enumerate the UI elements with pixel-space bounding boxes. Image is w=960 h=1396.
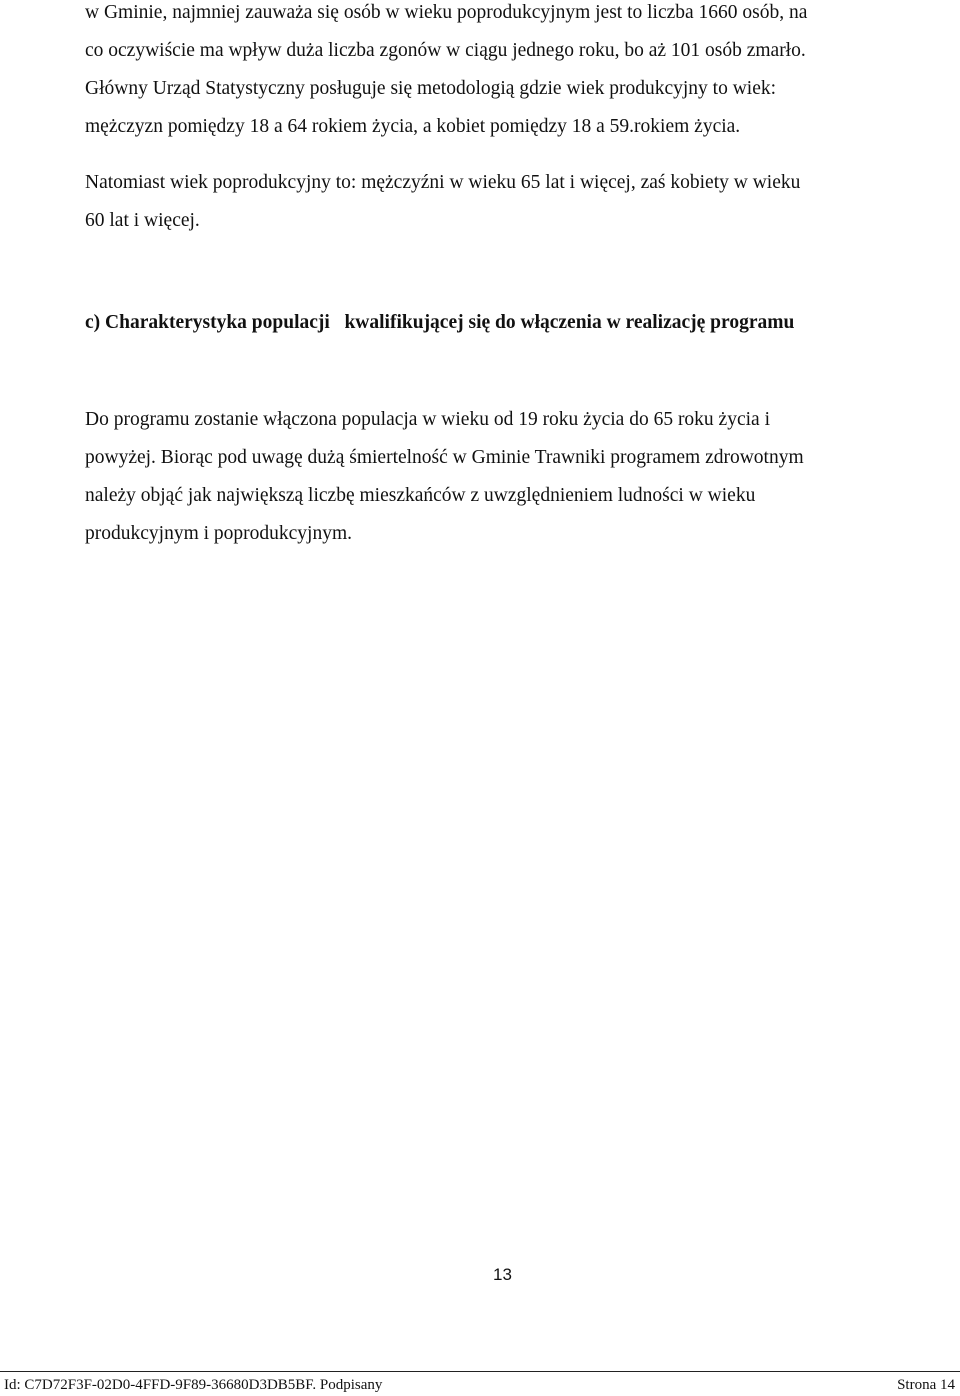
footer-divider <box>0 1371 960 1372</box>
footer-page-label: Strona 14 <box>897 1377 955 1393</box>
paragraph-line: co oczywiście ma wpływ duża liczba zgonów w ciągu jednego roku, bo aż 101 osób zmarło. <box>85 40 806 61</box>
footer-document-id: Id: C7D72F3F-02D0-4FFD-9F89-36680D3DB5BF. Podpisany <box>4 1377 383 1393</box>
paragraph-line: Główny Urząd Statystyczny posługuje się metodologią gdzie wiek produkcyjny to wiek: <box>85 78 777 99</box>
section-heading: c) Charakterystyka populacji kwalifikującej się do włączenia w realizację programu <box>85 312 795 333</box>
paragraph-line: 60 lat i więcej. <box>85 210 200 231</box>
paragraph-line: powyżej. Biorąc pod uwagę dużą śmiertelność w Gminie Trawniki programem zdrowotnym <box>85 447 804 468</box>
page-number: 13 <box>493 1265 512 1284</box>
paragraph-line: mężczyzn pomiędzy 18 a 64 rokiem życia, a kobiet pomiędzy 18 a 59.rokiem życia. <box>85 116 741 137</box>
paragraph-line: Natomiast wiek poprodukcyjny to: mężczyźni w wieku 65 lat i więcej, zaś kobiety w wieku <box>85 172 801 193</box>
paragraph-line: w Gminie, najmniej zauważa się osób w wieku poprodukcyjnym jest to liczba 1660 osób, na <box>85 2 808 23</box>
paragraph-line: należy objąć jak największą liczbę mieszkańców z uwzględnieniem ludności w wieku <box>85 485 756 506</box>
paragraph-line: Do programu zostanie włączona populacja w wieku od 19 roku życia do 65 roku życia i <box>85 409 770 430</box>
paragraph-line: produkcyjnym i poprodukcyjnym. <box>85 523 353 544</box>
